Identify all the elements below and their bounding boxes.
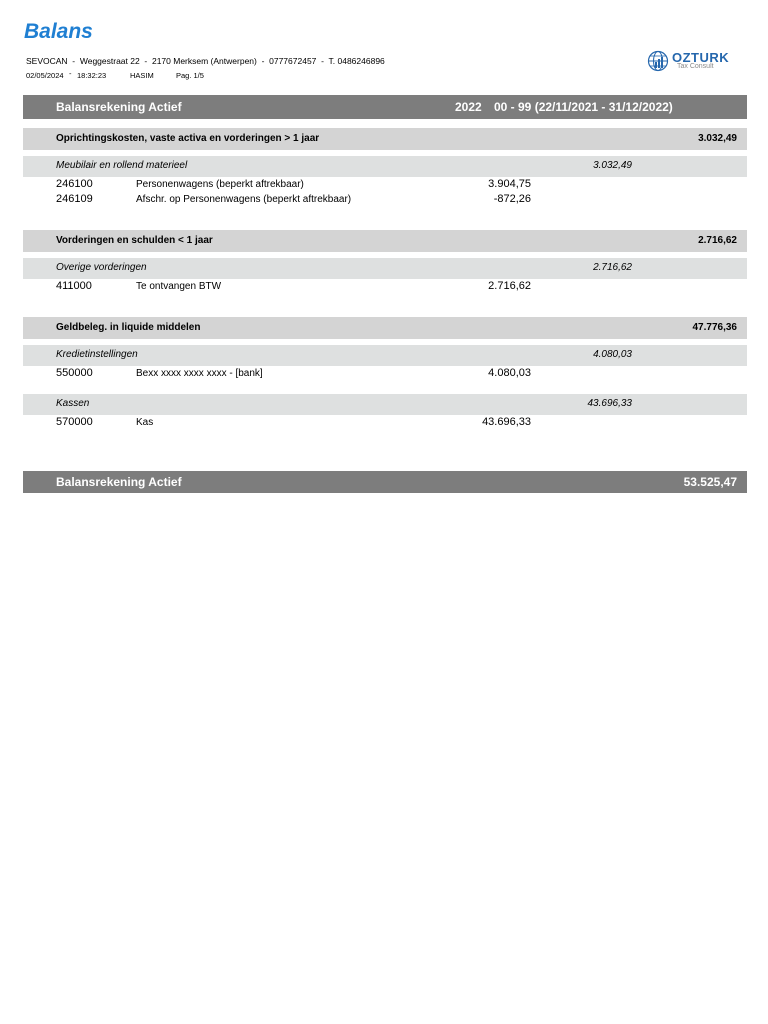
report-period: 00 - 99 (22/11/2021 - 31/12/2022): [494, 100, 673, 114]
logo-name: OZTURK: [672, 50, 730, 65]
group-label: Meubilair en rollend materieel: [56, 160, 188, 171]
account-number: 570000: [56, 416, 93, 428]
report-user: HASIM: [130, 71, 154, 80]
group-amount: 3.032,49: [593, 160, 632, 171]
report-date: 02/05/2024: [26, 71, 64, 80]
group-header: [23, 156, 747, 177]
section-header: [23, 230, 747, 252]
group-amount: 4.080,03: [593, 349, 632, 360]
total-amount: 53.525,47: [683, 475, 737, 489]
account-row: [23, 280, 747, 294]
group-header: [23, 258, 747, 279]
group-label: Kredietinstellingen: [56, 349, 138, 360]
section-header: [23, 317, 747, 339]
account-row: [23, 178, 747, 192]
account-amount: 43.696,33: [482, 416, 531, 428]
report-year: 2022: [455, 100, 482, 114]
date-separator: -: [69, 69, 72, 78]
section-header: [23, 128, 747, 150]
page-number: Pag. 1/5: [176, 71, 204, 80]
account-amount: 2.716,62: [488, 280, 531, 292]
account-number: 246100: [56, 178, 93, 190]
account-number: 411000: [56, 280, 92, 292]
account-description: Personenwagens (beperkt aftrekbaar): [136, 179, 304, 190]
group-amount: 43.696,33: [587, 398, 632, 409]
account-amount: 3.904,75: [488, 178, 531, 190]
account-row: [23, 416, 747, 430]
page-title: Balans: [24, 20, 93, 43]
group-header: [23, 345, 747, 366]
account-row: [23, 367, 747, 381]
company-logo: [646, 49, 736, 73]
account-description: Kas: [136, 417, 154, 428]
section-amount: 47.776,36: [692, 322, 737, 333]
report-time: 18:32:23: [77, 71, 107, 80]
account-row: [23, 193, 747, 207]
account-number: 246109: [56, 193, 93, 205]
report-header-label: Balansrekening Actief: [56, 100, 182, 114]
globe-icon: [646, 49, 670, 73]
account-amount: 4.080,03: [488, 367, 531, 379]
section-label: Geldbeleg. in liquide middelen: [56, 322, 201, 333]
account-description: Te ontvangen BTW: [136, 281, 222, 292]
account-amount: -872,26: [493, 193, 531, 205]
company-info: SEVOCAN - Weggestraat 22 - 2170 Merksem (Antwerpen) - 0777672457 - T. 0486246896: [26, 56, 385, 66]
account-description: Afschr. op Personenwagens (beperkt aftrekbaar): [136, 194, 352, 205]
group-label: Overige vorderingen: [56, 262, 147, 273]
report-header-bar: [23, 95, 747, 119]
section-amount: 2.716,62: [698, 235, 737, 246]
group-header: [23, 394, 747, 415]
section-amount: 3.032,49: [698, 133, 737, 144]
group-label: Kassen: [56, 398, 90, 409]
section-label: Oprichtingskosten, vaste activa en vorderingen > 1 jaar: [56, 133, 320, 144]
account-number: 550000: [56, 367, 93, 379]
total-label: Balansrekening Actief: [56, 475, 182, 489]
section-label: Vorderingen en schulden < 1 jaar: [56, 235, 213, 246]
account-description: Bexx xxxx xxxx xxxx - [bank]: [136, 368, 263, 379]
logo-subtitle: Tax Consult: [677, 63, 714, 70]
total-bar: [23, 471, 747, 493]
group-amount: 2.716,62: [593, 262, 632, 273]
